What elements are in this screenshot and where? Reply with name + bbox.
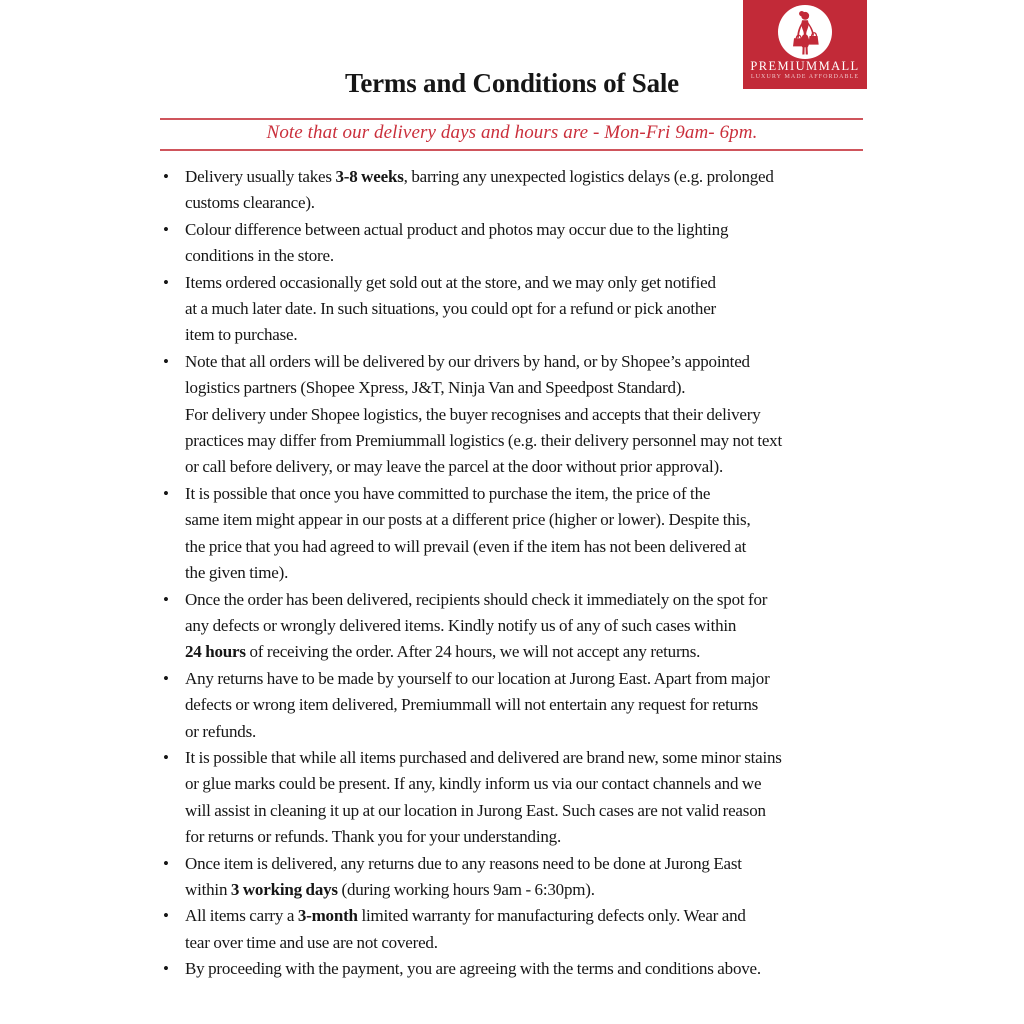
term-item: • It is possible that while all items purchased and delivered are brand new, some minor stains or glue marks could be present. If any, kindly inform us via our contact channels and we will assist in cleaning it up at our location in Jurong East. Such cases are not valid reason for returns or refunds. Thank you for your understanding. (161, 745, 904, 851)
woman-shopper-icon (778, 5, 832, 59)
term-item: • All items carry a 3-month limited warranty for manufacturing defects only. Wear and tear over time and use are not covered. (161, 903, 904, 956)
term-item: • By proceeding with the payment, you are agreeing with the terms and conditions above. (161, 956, 904, 982)
brand-tagline: LUXURY MADE AFFORDABLE (750, 74, 860, 80)
brand-name: PREMIUMMALL (750, 59, 860, 73)
term-item: • Colour difference between actual product and photos may occur due to the lighting conditions in the store. (161, 217, 904, 270)
divider-top (160, 118, 863, 120)
terms-list (161, 164, 904, 983)
term-item: • Delivery usually takes 3-8 weeks, barring any unexpected logistics delays (e.g. prolonged customs clearance). (161, 164, 904, 217)
term-item: • Any returns have to be made by yourself to our location at Jurong East. Apart from major defects or wrong item delivered, Premiummall will not entertain any request for returns or refunds. (161, 666, 904, 745)
term-item: • It is possible that once you have committed to purchase the item, the price of the same item might appear in our posts at a different price (higher or lower). Despite this, the price that you had agreed to will prevail (even if the item has not been delivered at the given time). (161, 481, 904, 587)
term-item: • Items ordered occasionally get sold out at the store, and we may only get notified at a much later date. In such situations, you could opt for a refund or pick another item to purchase. (161, 270, 904, 349)
term-item: • Once the order has been delivered, recipients should check it immediately on the spot for any defects or wrongly delivered items. Kindly notify us of any of such cases within 24 hours of receiving the order. After 24 hours, we will not accept any returns. (161, 587, 904, 666)
term-item: • Note that all orders will be delivered by our drivers by hand, or by Shopee’s appointed logistics partners (Shopee Xpress, J&T, Ninja Van and Speedpost Standard). For delivery under Shopee logistics, the buyer recognises and accepts that their delivery practices may differ from Premiummall logistics (e.g. their delivery personnel may not text or call before delivery, or may leave the parcel at the door without prior approval). (161, 349, 904, 481)
page-title: Terms and Conditions of Sale (345, 68, 679, 98)
divider-bottom (160, 149, 863, 151)
delivery-note: Note that our delivery days and hours are - Mon-Fri 9am- 6pm. (266, 122, 758, 143)
term-item: • Once item is delivered, any returns due to any reasons need to be done at Jurong East within 3 working days (during working hours 9am - 6:30pm). (161, 851, 904, 904)
